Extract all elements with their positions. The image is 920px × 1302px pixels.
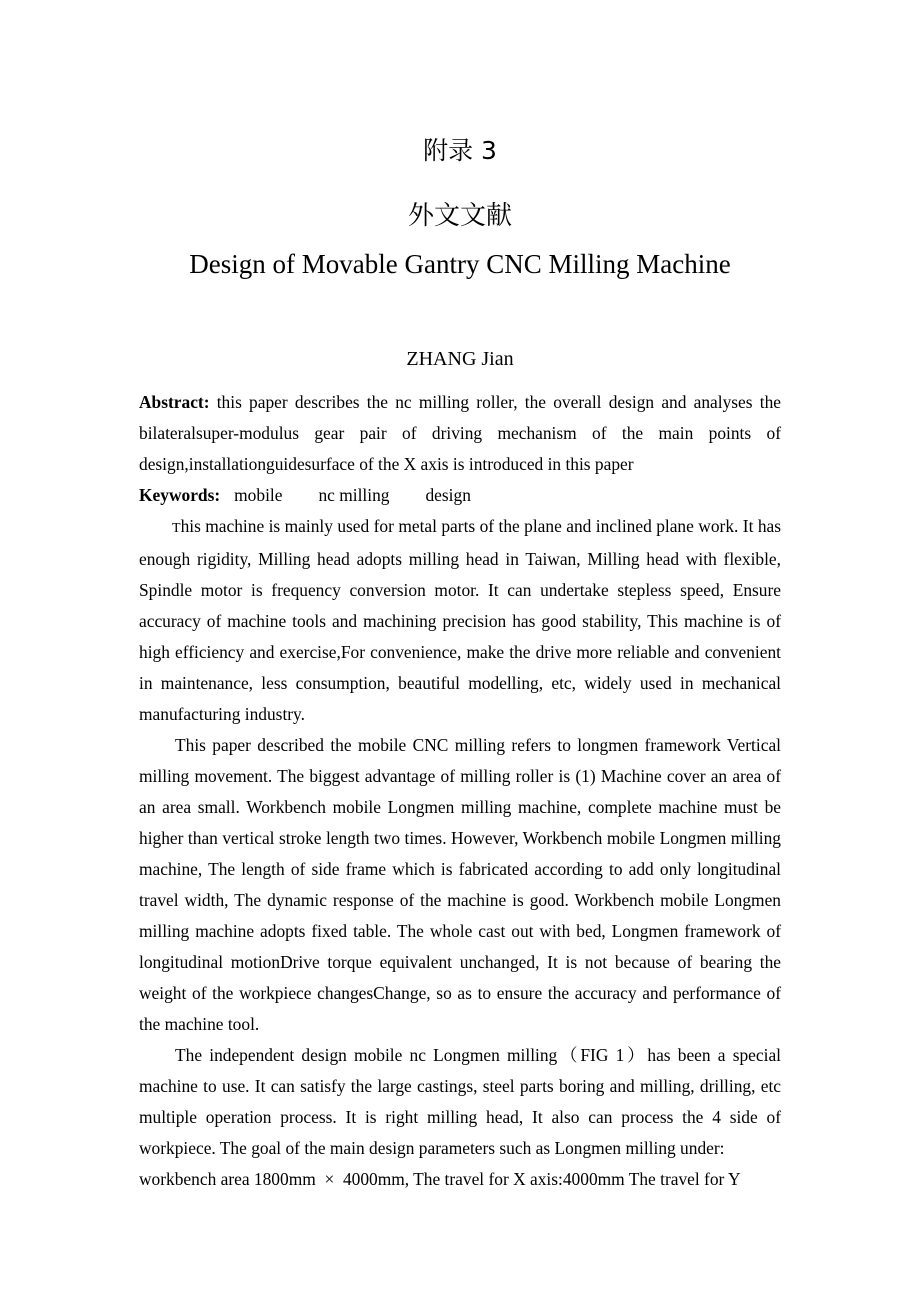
paragraph-last-line: workbench area 1800mm × 4000mm, The travel for X axis:4000mm The travel for Y xyxy=(139,1169,741,1189)
section-title: 外文文献 xyxy=(407,201,512,231)
appendix-heading: 附录 3 xyxy=(423,136,497,165)
paragraph-first-letter: T xyxy=(172,521,181,536)
abstract-label: Abstract: xyxy=(139,392,210,412)
keyword-item: nc milling xyxy=(318,485,390,505)
abstract xyxy=(139,387,781,480)
author-name: ZHANG Jian xyxy=(406,348,514,370)
document-body xyxy=(139,387,781,1195)
keyword-item: mobile xyxy=(234,485,283,505)
body-paragraph xyxy=(139,730,781,1040)
keywords xyxy=(139,480,781,511)
keywords-label: Keywords: xyxy=(139,485,221,505)
paragraph-text: This paper described the mobile CNC milling refers to longmen framework Vertical milling movement. The biggest advantage of milling roller is (1) Machine cover an area of an area small. Workbench mobile Longmen milling machine, complete machine must be higher than vertical stroke length two times. However, Workbench mobile Longmen milling machine, The length of side frame which is fabricated according to add only longitudinal travel width, The dynamic response of the machine is good. Workbench mobile Longmen milling machine adopts fixed table. The whole cast out with bed, Longmen framework of longitudinal motionDrive torque equivalent unchanged, It is not because of bearing the weight of the workpiece changesChange, so as to ensure the accuracy and performance of the machine tool. xyxy=(139,735,781,1034)
body-paragraph xyxy=(139,511,781,730)
body-paragraph xyxy=(139,1040,781,1164)
paragraph-text: his machine is mainly used for metal parts of the plane and inclined plane work. It has enough rigidity, Milling head adopts milling head in Taiwan, Milling head with flexible, Spindle motor is frequency conversion motor. It can undertake stepless speed, Ensure accuracy of machine tools and machining precision has good stability, This machine is of high efficiency and exercise,For convenience, make the drive more reliable and convenient in maintenance, less consumption, beautiful modelling, etc, widely used in mechanical manufacturing industry. xyxy=(139,516,781,724)
paper-title: Design of Movable Gantry CNC Milling Machine xyxy=(189,249,731,279)
keyword-item: design xyxy=(425,485,471,505)
abstract-text: this paper describes the nc milling roller, the overall design and analyses the bilateralsuper-modulus gear pair of driving mechanism of the main points of design,installationguidesurface of the X axis is introduced in this paper xyxy=(139,392,781,474)
paragraph-text: The independent design mobile nc Longmen milling（FIG 1）has been a special machine to use. It can satisfy the large castings, steel parts boring and milling, drilling, etc multiple operation process. It is right milling head, It also can process the 4 side of workpiece. The goal of the main design parameters such as Longmen milling under: xyxy=(139,1045,781,1158)
